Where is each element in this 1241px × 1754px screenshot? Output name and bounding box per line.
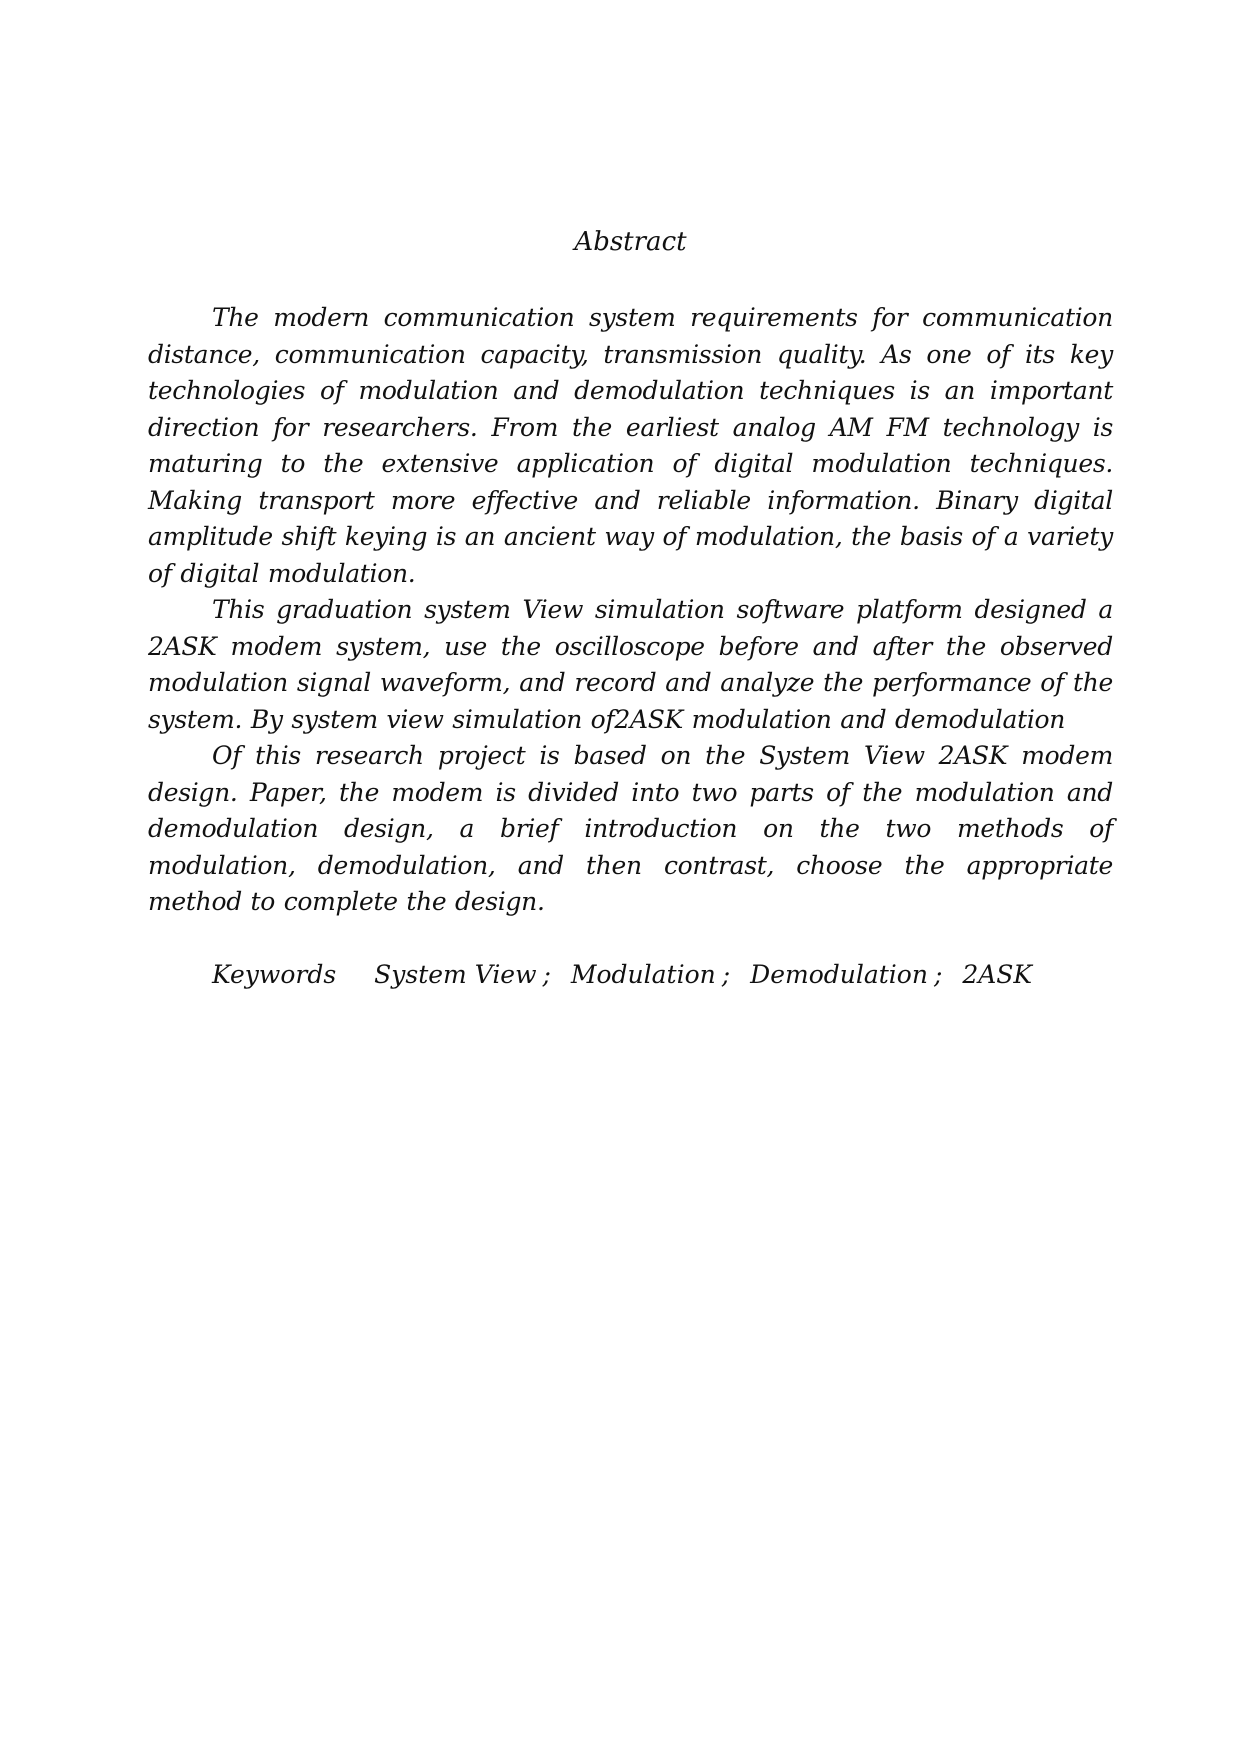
keywords-label: Keywords	[212, 959, 337, 989]
abstract-title: Abstract	[574, 227, 687, 257]
abstract-paragraph-2: This graduation system View simulation software platform designed a 2ASK modem system, use the oscilloscope before and after the observed modulation signal waveform, and record and analyze the performance of the system. By system view simulation of2ASK modulation and demodulation	[148, 595, 1113, 734]
abstract-paragraph-3: Of this research project is based on the System View 2ASK modem design. Paper, the modem is divided into two parts of the modulation and demodulation design, a brief introduction on the two methods of modulation, demodulation, and then contrast, choose the appropriate method to complete the design.	[148, 741, 1113, 916]
keyword-separator: ;	[933, 959, 943, 989]
keyword-demodulation: Demodulation	[750, 959, 928, 989]
keyword-separator: ;	[721, 959, 731, 989]
keyword-system-view: System View	[374, 959, 537, 989]
keyword-separator: ;	[542, 959, 551, 989]
keyword-2ask: 2ASK	[962, 959, 1033, 989]
keyword-modulation: Modulation	[570, 959, 716, 989]
keywords-line	[148, 957, 1113, 993]
abstract-section	[148, 224, 1113, 993]
abstract-paragraph-1: The modern communication system requirements for communication distance, communication capacity, transmission quality. As one of its key technologies of modulation and demodulation techniques is an important direction for researchers. From the earliest analog AM FM technology is maturing to the extensive application of digital modulation techniques. Making transport more effective and reliable information. Binary digital amplitude shift keying is an ancient way of modulation, the basis of a variety of digital modulation.	[148, 303, 1113, 588]
